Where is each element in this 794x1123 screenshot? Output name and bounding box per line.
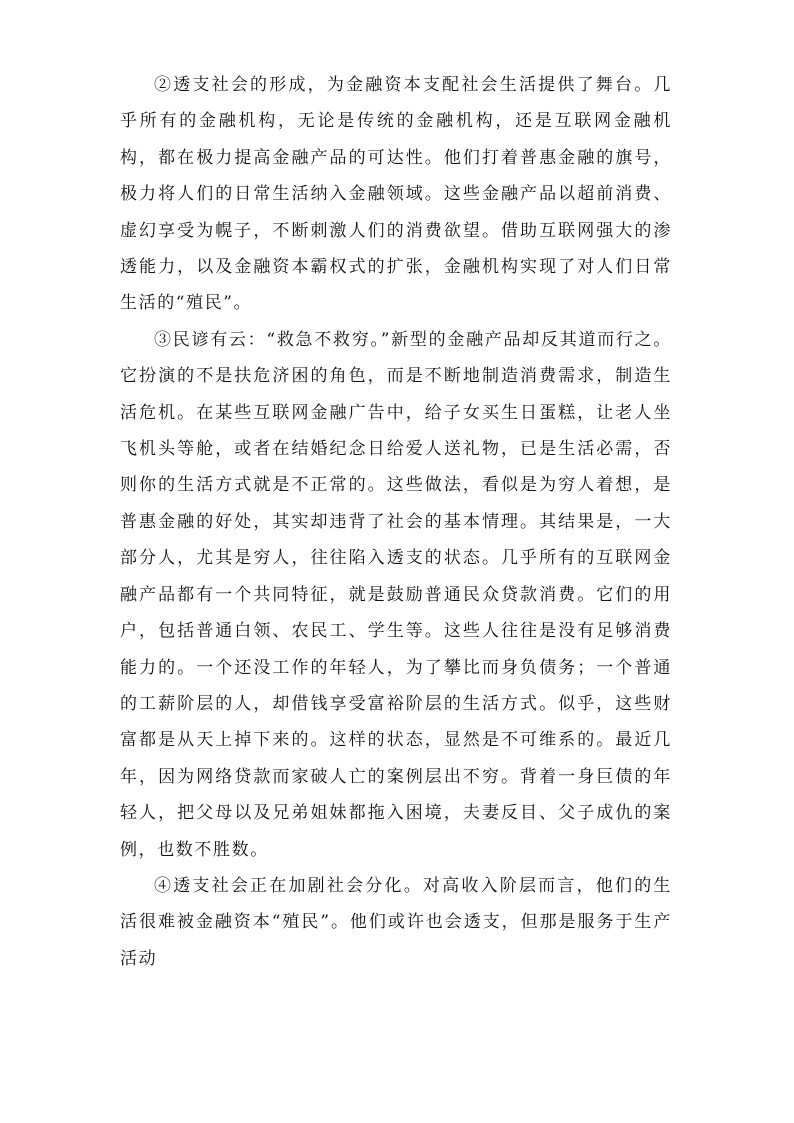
paragraph-3: ③民谚有云：“救急不救穷。”新型的金融产品却反其道而行之。它扮演的不是扶危济困的角色，而是不断地制造消费需求，制造生活危机。在某些互联网金融广告中，给子女买生日蛋糕，让老人坐飞机头等舱，或者在结婚纪念日给爱人送礼物，已是生活必需，否则你的生活方式就是不正常的。这些做法，看似是为穷人着想，是普惠金融的好处，其实却违背了社会的基本情理。其结果是，一大部分人，尤其是穷人，往往陷入透支的状态。几乎所有的互联网金融产品都有一个共同特征，就是鼓励普通民众贷款消费。它们的用户，包括普通白领、农民工、学生等。这些人往往是没有足够消费能力的。一个还没工作的年轻人，为了攀比而身负债务；一个普通的工薪阶层的人，却借钱享受富裕阶层的生活方式。似乎，这些财富都是从天上掉下来的。这样的状态，显然是不可维系的。最近几年，因为网络贷款而家破人亡的案例层出不穷。背着一身巨债的年轻人，把父母以及兄弟姐妹都拖入困境，夫妻反目、父子成仇的案例，也数不胜数。 <box>120 329 672 860</box>
paragraph-2: ②透支社会的形成，为金融资本支配社会生活提供了舞台。几乎所有的金融机构，无论是传统的金融机构，还是互联网金融机构，都在极力提高金融产品的可达性。他们打着普惠金融的旗号，极力将人们的日常生活纳入金融领域。这些金融产品以超前消费、虚幻享受为幌子，不断刺激人们的消费欲望。借助互联网强大的渗透能力，以及金融资本霸权式的扩张，金融机构实现了对人们日常生活的“殖民”。 <box>120 75 672 314</box>
paragraph-4: ④透支社会正在加剧社会分化。对高收入阶层而言，他们的生活很难被金融资本“殖民”。他们或许也会透支，但那是服务于生产活动 <box>120 875 672 969</box>
document-body <box>120 67 672 977</box>
